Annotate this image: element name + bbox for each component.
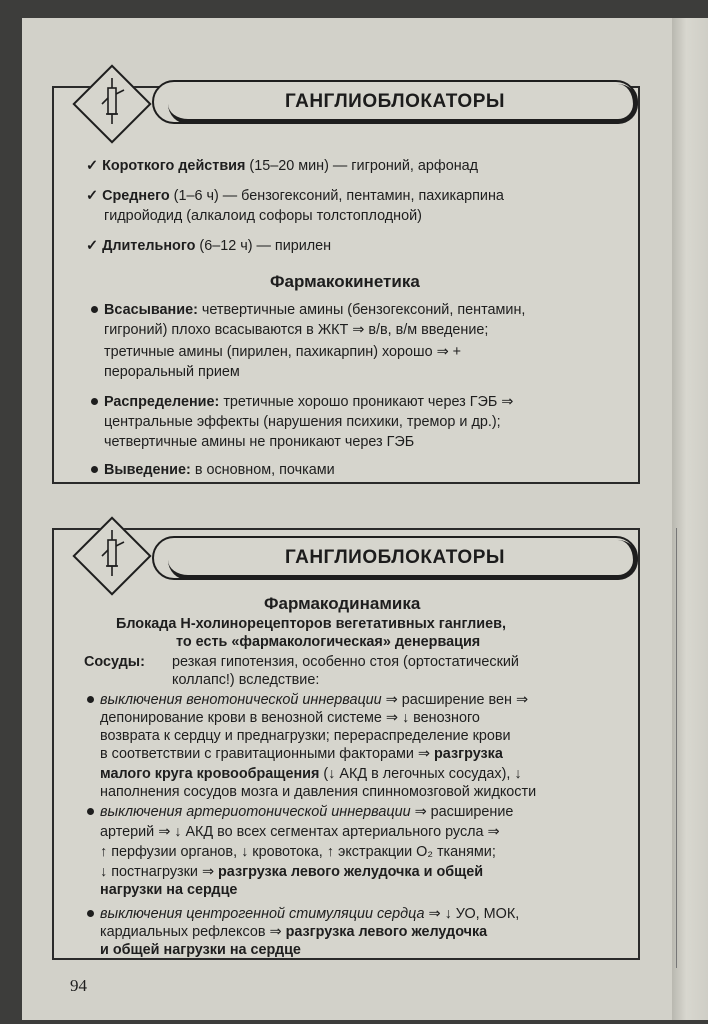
pd-line-14: и общей нагрузки на сердце xyxy=(100,942,301,958)
pd-line-8: артерий ⇒ ↓ АКД во всех сегментах артериального русла ⇒ xyxy=(100,824,500,840)
absorption-line-1: Всасывание: четвертичные амины (бензогексоний, пентамин, xyxy=(104,302,526,318)
card1-header xyxy=(152,80,638,124)
pd-line-1: выключения венотонической иннервации ⇒ расширение вен ⇒ xyxy=(100,692,529,708)
bullet xyxy=(87,910,94,917)
vessels-label: Сосуды: xyxy=(84,654,145,670)
syringe-icon xyxy=(72,64,152,144)
pharmacodynamics-heading: Фармакодинамика xyxy=(264,594,421,613)
excretion-line: Выведение: в основном, почками xyxy=(104,462,335,478)
intro-line-2: то есть «фармакологическая» денервация xyxy=(176,634,481,650)
bullet xyxy=(87,696,94,703)
pd-line-3: возврата к сердцу и преднагрузки; перераспределение крови xyxy=(100,728,511,744)
pd-line-7: выключения артериотонической иннервации ⇒ расширение xyxy=(100,804,514,820)
page-number: 94 xyxy=(70,976,87,995)
pd-line-4: в соответствии с гравитационными факторами ⇒ разгрузка xyxy=(100,746,503,762)
pd-line-12: выключения центрогенной стимуляции сердца ⇒ ↓ УО, МОК, xyxy=(100,906,520,922)
pd-line-6: наполнения сосудов мозга и давления спинномозговой жидкости xyxy=(100,784,537,800)
bullet xyxy=(87,808,94,815)
duration-medium: ✓ Среднего (1–6 ч) — бензогексоний, пентамин, пахикарпина xyxy=(86,188,504,204)
pd-line-9: ↑ перфузии органов, ↓ кровотока, ↑ экстракции O₂ тканями; xyxy=(100,844,496,860)
vessels-line-1: резкая гипотензия, особенно стоя (ортостатический xyxy=(172,654,519,670)
facing-page-strip xyxy=(676,528,704,968)
syringe-icon xyxy=(72,516,152,596)
distribution-line-2: центральные эффекты (нарушения психики, тремор и др.); xyxy=(104,414,501,430)
vessels-line-2: коллапс!) вследствие: xyxy=(172,672,320,688)
card2-header xyxy=(152,536,638,580)
absorption-line-2: гигроний) плохо всасываются в ЖКТ ⇒ в/в, в/м введение; xyxy=(104,322,489,338)
bullet xyxy=(91,398,98,405)
absorption-line-3: третичные амины (пирилен, пахикарпин) хорошо ⇒ + xyxy=(104,344,462,360)
pd-line-10: ↓ постнагрузки ⇒ разгрузка левого желудочка и общей xyxy=(100,864,484,880)
card1-title: ГАНГЛИОБЛОКАТОРЫ xyxy=(285,91,505,112)
bullet xyxy=(91,306,98,313)
distribution-line-1: Распределение: третичные хорошо проникают через ГЭБ ⇒ xyxy=(104,394,514,410)
card2-title: ГАНГЛИОБЛОКАТОРЫ xyxy=(285,547,505,568)
pd-line-5: малого круга кровообращения (↓ АКД в легочных сосудах), ↓ xyxy=(100,766,522,782)
pd-line-13: кардиальных рефлексов ⇒ разгрузка левого желудочка xyxy=(100,924,488,940)
pd-line-11: нагрузки на сердце xyxy=(100,882,238,898)
pharmacokinetics-heading: Фармакокинетика xyxy=(270,272,420,291)
distribution-line-3: четвертичные амины не проникают через ГЭБ xyxy=(104,434,415,450)
absorption-line-4: пероральный прием xyxy=(104,364,240,380)
bullet xyxy=(91,466,98,473)
duration-short: ✓ Короткого действия (15–20 мин) — гигроний, арфонад xyxy=(86,158,479,174)
intro-line-1: Блокада Н-холинорецепторов вегетативных ганглиев, xyxy=(116,616,506,632)
duration-long: ✓ Длительного (6–12 ч) — пирилен xyxy=(86,238,332,254)
duration-medium-cont: гидройодид (алкалоид софоры толстоплодной) xyxy=(104,208,422,224)
pd-line-2: депонирование крови в венозной системе ⇒ ↓ венозного xyxy=(100,710,480,726)
